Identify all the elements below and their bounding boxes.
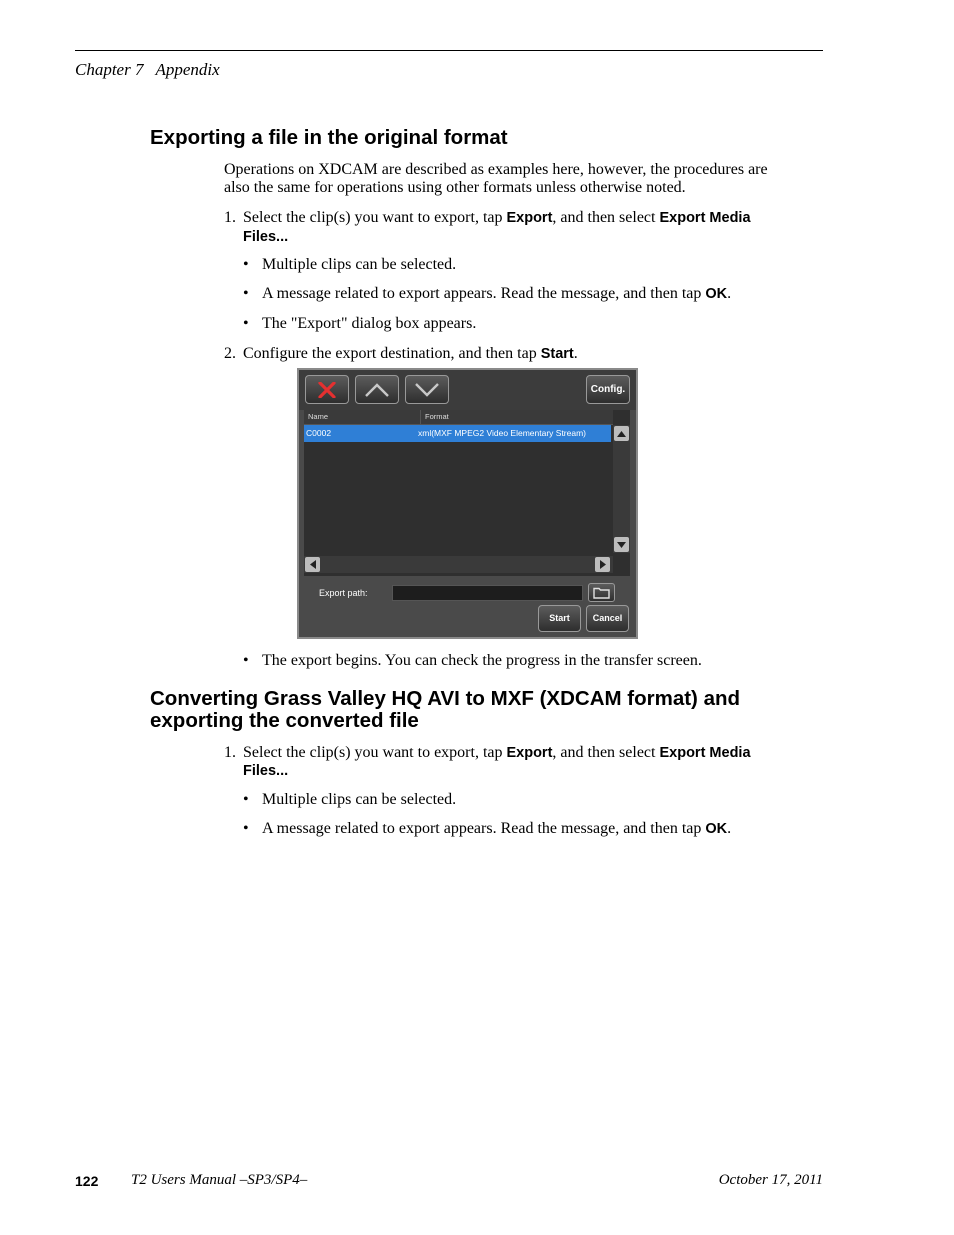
browse-folder-button[interactable] <box>588 583 615 602</box>
scroll-right-arrow[interactable] <box>595 557 610 572</box>
page-number: 122 <box>75 1173 99 1189</box>
triangle-right-icon <box>600 560 606 569</box>
triangle-down-icon <box>617 542 626 548</box>
step1-number: 1. <box>224 209 236 226</box>
start-button[interactable]: Start <box>538 605 581 632</box>
bullet-text: A message related to export appears. Read the message, and then tap OK. <box>262 285 732 302</box>
column-header-format[interactable]: Format <box>420 410 449 424</box>
export-keyword: Export <box>506 210 553 226</box>
scroll-left-arrow[interactable] <box>305 557 320 572</box>
export-media-keyword: Export Media <box>659 210 751 226</box>
section1-heading: Exporting a file in the original format <box>150 126 508 149</box>
scroll-up-arrow[interactable] <box>614 426 629 441</box>
chevron-up-icon <box>364 382 390 398</box>
column-header-name[interactable]: Name <box>308 412 329 421</box>
section2-heading: Converting Grass Valley HQ AVI to MXF (XDCAM format) and exporting the converted file <box>150 687 741 732</box>
header-rule <box>75 50 823 51</box>
ok-keyword: OK <box>705 821 728 837</box>
step2-text: Configure the export destination, and then tap Start. <box>243 345 578 362</box>
export-media-keyword: Export Media <box>659 745 751 761</box>
bullet-text: The export begins. You can check the progress in the transfer screen. <box>262 652 702 669</box>
clip-format: xml(MXF MPEG2 Video Elementary Stream) <box>418 428 586 438</box>
close-x-icon <box>318 382 336 398</box>
list-header <box>304 410 613 425</box>
clip-name: C0002 <box>306 428 332 438</box>
start-keyword: Start <box>540 346 574 362</box>
intro-line-2: also the same for operations using other formats unless otherwise noted. <box>224 179 686 196</box>
chapter-label: Chapter 7 <box>75 60 144 79</box>
horizontal-scrollbar[interactable] <box>304 556 613 573</box>
bullet-dot: • <box>243 256 249 273</box>
export-path-input[interactable] <box>392 585 583 601</box>
clip-list[interactable] <box>304 410 630 576</box>
bullet-text: The "Export" dialog box appears. <box>262 315 477 332</box>
triangle-up-icon <box>617 431 626 437</box>
bullet-text: Multiple clips can be selected. <box>262 791 457 808</box>
intro-line-1: Operations on XDCAM are described as examples here, however, the procedures are <box>224 161 768 178</box>
footer-title: T2 Users Manual –SP3/SP4– <box>131 1172 308 1188</box>
step2-number: 2. <box>224 345 236 362</box>
move-up-button[interactable] <box>355 375 399 404</box>
footer-date: October 17, 2011 <box>718 1172 823 1188</box>
cancel-button[interactable]: Cancel <box>586 605 629 632</box>
ok-keyword: OK <box>705 286 728 302</box>
step1-text: Select the clip(s) you want to export, tap Export, and then select Export Media <box>243 209 751 226</box>
bullet-text: Multiple clips can be selected. <box>262 256 457 273</box>
running-header <box>75 60 220 80</box>
bullet-dot: • <box>243 791 249 808</box>
export-dialog <box>297 368 638 639</box>
bullet-text: A message related to export appears. Read the message, and then tap OK. <box>262 820 732 837</box>
bullet-dot: • <box>243 285 249 302</box>
chevron-down-icon <box>414 382 440 398</box>
folder-icon <box>593 587 610 599</box>
files-keyword: Files... <box>243 763 289 779</box>
vertical-scrollbar[interactable] <box>613 425 630 553</box>
section-label: Appendix <box>155 60 220 79</box>
table-row[interactable] <box>304 425 611 442</box>
bullet-dot: • <box>243 315 249 332</box>
step1-number: 1. <box>224 744 236 761</box>
step1-text: Select the clip(s) you want to export, tap Export, and then select Export Media <box>243 744 751 761</box>
export-path-label: Export path: <box>319 588 368 598</box>
export-keyword: Export <box>506 745 553 761</box>
scroll-down-arrow[interactable] <box>614 537 629 552</box>
bullet-dot: • <box>243 652 249 669</box>
triangle-left-icon <box>310 560 316 569</box>
config-button[interactable]: Config. <box>586 375 630 404</box>
bullet-dot: • <box>243 820 249 837</box>
files-keyword: Files... <box>243 229 289 245</box>
close-button[interactable] <box>305 375 349 404</box>
move-down-button[interactable] <box>405 375 449 404</box>
